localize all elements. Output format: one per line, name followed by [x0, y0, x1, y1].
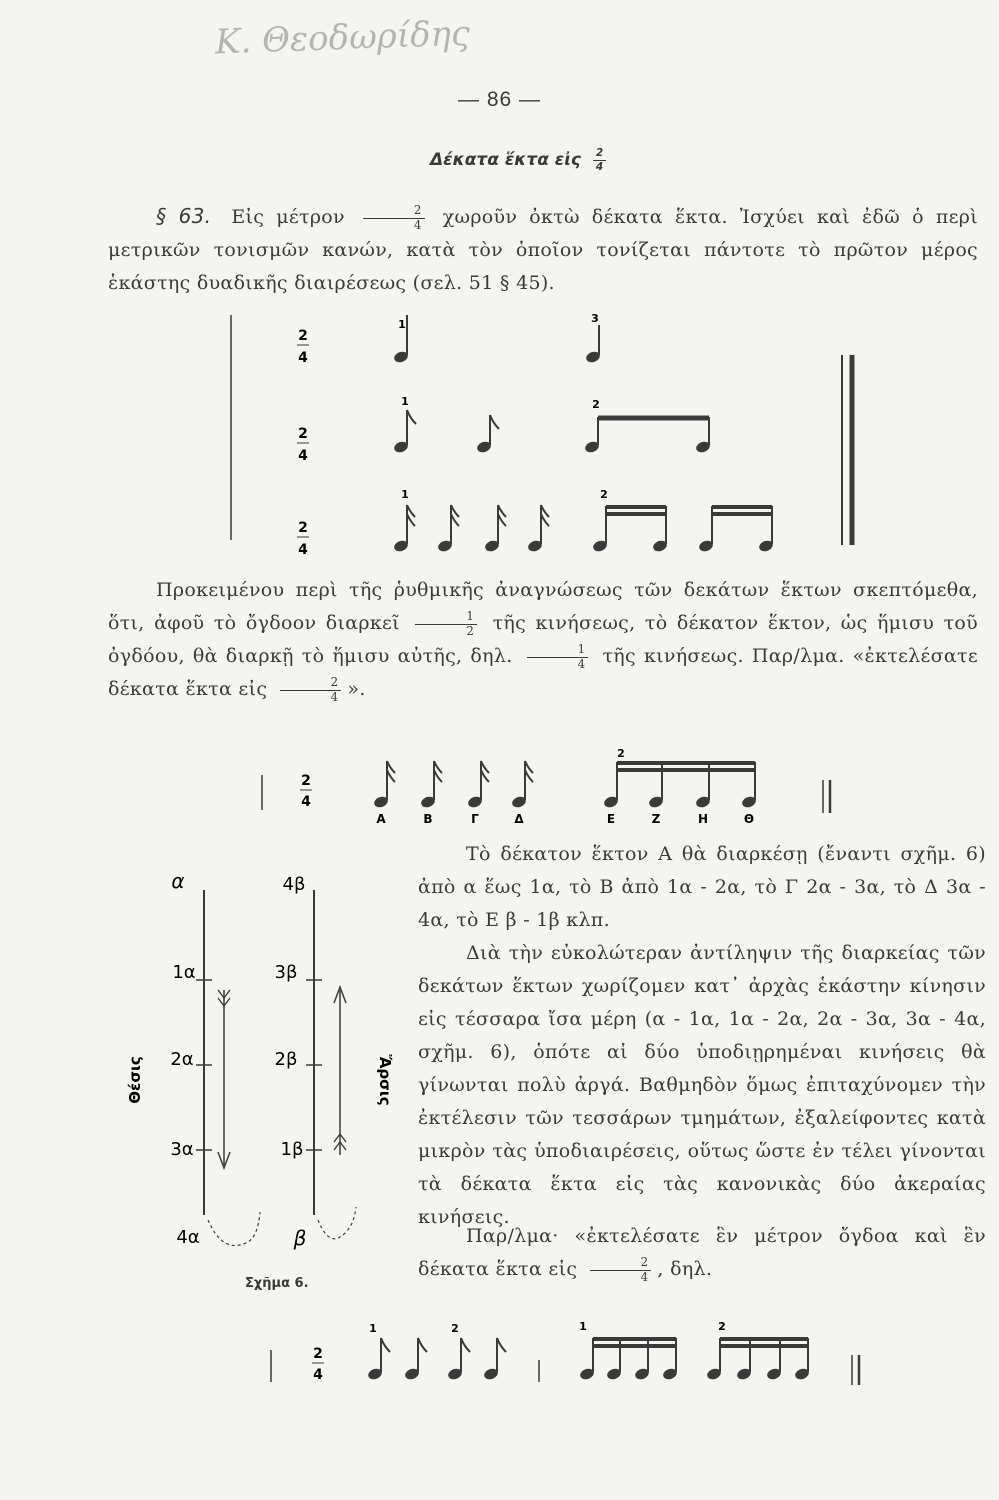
time-signature: [297, 426, 309, 464]
note-letter: Β: [423, 812, 433, 826]
note-letter: Ζ: [651, 812, 661, 826]
fraction-numerator: 2: [280, 677, 342, 691]
thesis-mark: 1α: [172, 962, 196, 983]
time-sig-numerator: 2: [301, 773, 311, 789]
rhythm-score-3: [0, 1310, 999, 1390]
beat-mark: 1: [401, 488, 409, 501]
eighth-note: [393, 410, 416, 454]
transition-curve: [208, 1212, 260, 1246]
section-title: [430, 148, 612, 172]
fraction-numerator: 1: [415, 611, 477, 625]
fraction-numerator: 2: [363, 205, 425, 219]
section-number: § 63.: [156, 204, 212, 228]
rhythm-score-2: [0, 735, 999, 830]
beamed-sixteenth-pair: [592, 506, 669, 553]
thesis-mark: 2α: [170, 1049, 194, 1070]
beamed-sixteenth-pair: [698, 506, 775, 553]
time-sig-denominator: 4: [298, 350, 308, 366]
sixteenth-note: [373, 761, 395, 809]
sixteenth-note: [393, 505, 415, 553]
paragraph-b-part4: ».: [347, 678, 366, 700]
fraction-denominator: 4: [330, 689, 339, 704]
time-sig-numerator: 2: [298, 328, 308, 344]
beat-mark: 3: [591, 312, 599, 325]
paragraph-b-part3: τῆς κινήσεως. Παρ/λμα. «ἐκτελέσατε δέκατα ἕκτα εἰς: [108, 645, 979, 700]
fraction-denominator: 4: [577, 656, 586, 671]
thesis-mark: 4α: [176, 1227, 200, 1248]
fraction-numerator: 2: [590, 1257, 652, 1271]
inline-fraction: [415, 608, 477, 638]
note-letter: Θ: [743, 812, 755, 826]
sixteenth-note: [437, 505, 459, 553]
paragraph-b-part2: τῆς κινήσεως, τὸ δέκατον ἕκτον, ὡς ἥμισυ τοῦ ὀγδόου, θὰ διαρκῇ τὸ ἥμισυ αὐτῆς, δηλ.: [108, 612, 978, 667]
time-signature: [312, 1346, 324, 1383]
eighth-note: [404, 1338, 427, 1381]
time-sig-numerator: 2: [313, 1346, 323, 1362]
time-sig-denominator: 4: [298, 542, 308, 558]
paragraph-subdivision: Διὰ τὴν εὐκολώτεραν ἀντίληψιν τῆς διαρκείας τῶν δεκάτων ἕκτων χωρίζομεν κατ᾽ ἀρχὰς ἑκάστην κίνησιν εἰς τέσσαρα ἴσα μέρη (α - 1α, 1α - 2α, 2α - 3α, 3α - 4α, σχῆμ. 6), ὁπότε αἱ δύο ὑποδιῃρημέναι κινήσεις θὰ γίνωνται πολὺ ἀργά. Βαθμηδὸν ὅμως ἐπιταχύνομεν τὴν ἐκτέλεσιν τῶν τεσσάρων τμημάτων, ἐξαλείφοντες κατὰ μικρὸν τὰς ὑποδιαιρέσεις, οὕτως ὥστε ἐν τέλει γίνονται τὰ δέκατα ἕκτα εἰς τὰς κανονικὰς δύο ἀκεραίας κινήσεις.: [418, 942, 986, 1228]
paragraph-63-part2: χωροῦν ὀκτὼ δέκατα ἕκτα. Ἰσχύει καὶ ἐδῶ ὁ περὶ μετρικῶν τονισμῶν κανών, κατὰ τὸν ὁποῖον τονίζεται πάντοτε τὸ πρῶτον μέρος ἑκάστης δυαδικῆς διαιρέσεως (σελ. 51 § 45).: [108, 206, 978, 294]
arsis-label: Ἄρσις: [376, 1054, 394, 1106]
beat-mark: 2: [451, 1322, 459, 1335]
transition-curve: [318, 1207, 356, 1239]
time-sig-denominator: 4: [301, 794, 311, 810]
paragraph-e-part2: , δηλ.: [657, 1258, 713, 1280]
beamed-sixteenth-group: [706, 1338, 811, 1381]
beat-mark: 2: [617, 747, 625, 760]
time-sig-numerator: 2: [298, 520, 308, 536]
sixteenth-note: [420, 761, 442, 809]
paragraph-b-part1: Προκειμένου περὶ τῆς ῥυθμικῆς ἀναγνώσεως τῶν δεκάτων ἕκτων σκεπτόμεθα, ὅτι, ἀφοῦ τὸ ὄγδοον διαρκεῖ: [108, 579, 978, 634]
sixteenth-note: [484, 505, 506, 553]
inline-fraction: [527, 641, 589, 671]
paragraph-rhythmic-reading: [108, 574, 978, 706]
eighth-note: [447, 1338, 470, 1381]
sixteenth-note: [511, 761, 533, 809]
beat-mark: 2: [592, 398, 600, 411]
time-sig-denominator: 4: [313, 1367, 323, 1383]
time-signature: [300, 773, 312, 810]
time-signature: [297, 328, 309, 366]
thesis-label: Θέσις: [126, 1056, 144, 1104]
paragraph-figure-explanation: Τὸ δέκατον ἕκτον Α θὰ διαρκέσῃ (ἔναντι σχῆμ. 6) ἀπὸ α ἕως 1α, τὸ Β ἀπὸ 1α - 2α, τὸ Γ 2α - 3α, τὸ Δ 3α - 4α, τὸ Ε β - 1β κλπ.: [418, 843, 986, 931]
fraction-numerator: 2: [593, 148, 606, 161]
time-sig-numerator: 2: [298, 426, 308, 442]
fraction-denominator: 4: [413, 217, 422, 232]
note-letter: Δ: [514, 812, 524, 826]
thesis-mark: 3α: [170, 1139, 194, 1160]
handwritten-signature: Κ. Θεοδωρίδης: [214, 13, 471, 63]
figure-6-diagram: [120, 860, 410, 1280]
paragraph-63-part1: Εἰς μέτρον: [231, 206, 345, 228]
paragraph-e-part1: Παρ/λμα· «ἐκτελέσατε ἓν μέτρον ὄγδοα καὶ ἓν δέκατα ἕκτα εἰς: [418, 1225, 986, 1280]
eighth-note: [367, 1338, 390, 1381]
paragraph-example: [418, 1220, 986, 1286]
figure-caption: Σχῆμα 6.: [245, 1276, 309, 1291]
eighth-note: [483, 1338, 506, 1381]
section-title-fraction: [593, 148, 606, 172]
fraction-numerator: 1: [527, 644, 589, 658]
time-signature: [297, 520, 309, 558]
rhythm-score-1: [0, 300, 999, 570]
note-letter: Α: [376, 812, 386, 826]
beat-mark: 1: [579, 1320, 587, 1333]
section-title-text: Δέκατα ἕκτα εἰς: [430, 150, 581, 171]
thesis-start-mark: α: [171, 869, 185, 893]
time-sig-denominator: 4: [298, 448, 308, 464]
arsis-mark: 3β: [274, 962, 298, 983]
sixteenth-note: [527, 505, 549, 553]
paragraph-63: [108, 200, 978, 300]
fraction-denominator: 4: [640, 1269, 649, 1284]
inline-fraction: [590, 1254, 652, 1284]
fraction-denominator: 4: [595, 160, 604, 173]
inline-fraction: [280, 674, 342, 704]
note-letter: Η: [697, 812, 709, 826]
beat-mark: 2: [718, 1320, 726, 1333]
sixteenth-note: [467, 761, 489, 809]
beat-mark: 1: [369, 1322, 377, 1335]
beat-mark: 2: [600, 488, 608, 501]
arsis-mark: 1β: [280, 1139, 304, 1160]
quarter-note: [585, 325, 602, 364]
arsis-start-mark: 4β: [282, 874, 306, 895]
arsis-mark: β: [293, 1226, 307, 1250]
page-number: — 86 —: [457, 88, 542, 111]
beat-mark: 1: [398, 318, 406, 331]
beamed-sixteenth-group: [603, 762, 758, 809]
arsis-mark: 2β: [274, 1049, 298, 1070]
beamed-sixteenth-group: [579, 1338, 679, 1381]
fraction-denominator: 2: [466, 623, 475, 638]
beat-mark: 1: [401, 395, 409, 408]
note-letter: Ε: [606, 812, 616, 826]
note-letter-labels: [376, 812, 754, 826]
inline-fraction: [363, 202, 425, 232]
note-letter: Γ: [471, 812, 479, 826]
beamed-eighth-pair: [584, 417, 712, 454]
eighth-note: [476, 415, 499, 454]
